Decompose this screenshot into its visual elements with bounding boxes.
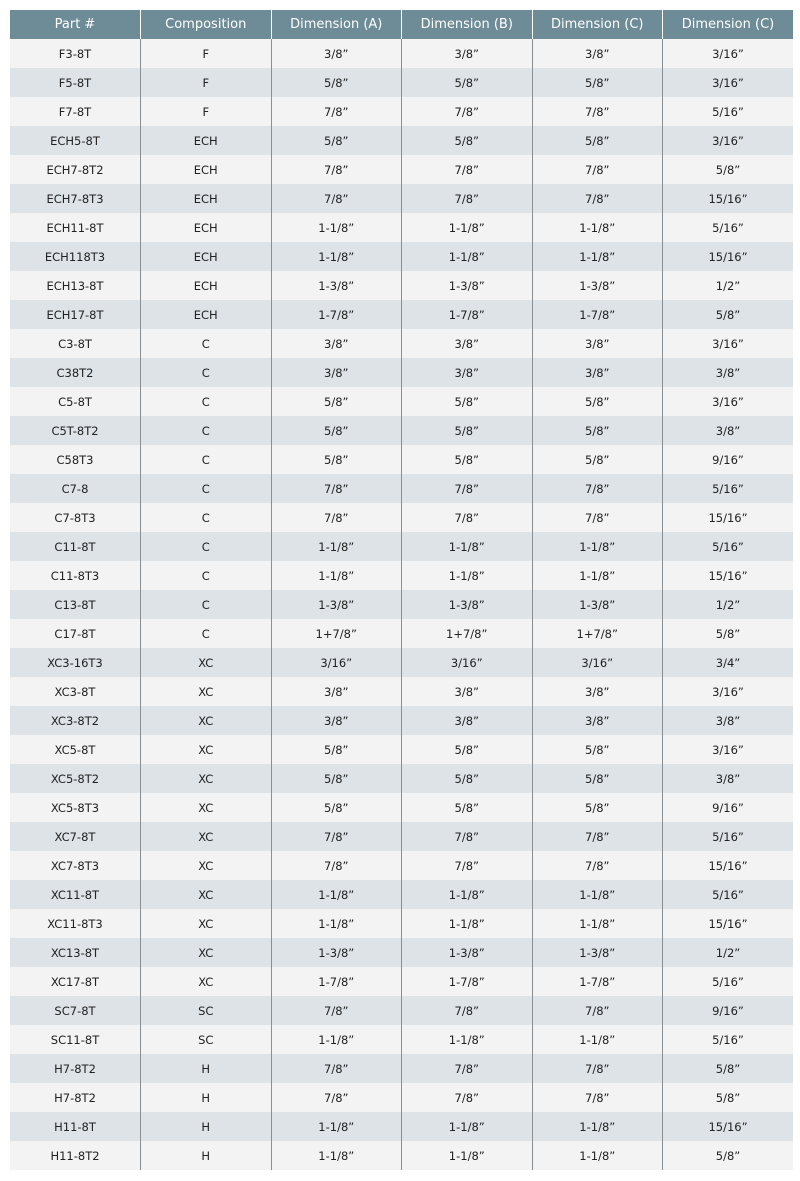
cell-dimension-c-second: 5/16” bbox=[663, 1025, 794, 1054]
table-row bbox=[10, 909, 793, 938]
cell-composition: XC bbox=[141, 735, 272, 764]
cell-dimension-b: 7/8” bbox=[402, 996, 533, 1025]
cell-dimension-b: 7/8” bbox=[402, 97, 533, 126]
cell-dimension-c-second: 1/2” bbox=[663, 590, 794, 619]
cell-dimension-c-second: 3/4” bbox=[663, 648, 794, 677]
cell-dimension-b: 7/8” bbox=[402, 184, 533, 213]
cell-dimension-c-second: 3/8” bbox=[663, 706, 794, 735]
cell-dimension-b: 1-1/8” bbox=[402, 532, 533, 561]
cell-dimension-c: 5/8” bbox=[532, 764, 663, 793]
cell-dimension-c: 5/8” bbox=[532, 68, 663, 97]
cell-part-number: XC5-8T bbox=[10, 735, 141, 764]
cell-dimension-c: 5/8” bbox=[532, 416, 663, 445]
cell-dimension-c: 5/8” bbox=[532, 387, 663, 416]
cell-dimension-c-second: 5/8” bbox=[663, 1054, 794, 1083]
cell-dimension-c: 1-1/8” bbox=[532, 213, 663, 242]
cell-dimension-c: 1-1/8” bbox=[532, 1141, 663, 1170]
cell-composition: XC bbox=[141, 967, 272, 996]
cell-dimension-b: 1-3/8” bbox=[402, 938, 533, 967]
cell-composition: C bbox=[141, 416, 272, 445]
cell-dimension-c-second: 3/16” bbox=[663, 39, 794, 68]
cell-composition: ECH bbox=[141, 300, 272, 329]
cell-part-number: H7-8T2 bbox=[10, 1054, 141, 1083]
cell-part-number: C11-8T bbox=[10, 532, 141, 561]
cell-dimension-b: 1+7/8” bbox=[402, 619, 533, 648]
cell-part-number: XC7-8T bbox=[10, 822, 141, 851]
cell-dimension-c: 7/8” bbox=[532, 97, 663, 126]
cell-dimension-b: 7/8” bbox=[402, 1054, 533, 1083]
cell-dimension-b: 5/8” bbox=[402, 387, 533, 416]
cell-dimension-b: 1-1/8” bbox=[402, 213, 533, 242]
cell-dimension-b: 5/8” bbox=[402, 445, 533, 474]
table-row bbox=[10, 1141, 793, 1170]
cell-dimension-c: 1-3/8” bbox=[532, 938, 663, 967]
cell-dimension-a: 7/8” bbox=[271, 822, 402, 851]
cell-dimension-b: 3/16” bbox=[402, 648, 533, 677]
cell-dimension-c: 5/8” bbox=[532, 793, 663, 822]
cell-dimension-a: 7/8” bbox=[271, 155, 402, 184]
table-row bbox=[10, 1025, 793, 1054]
header-dimension-c: Dimension (C) bbox=[532, 10, 663, 39]
cell-dimension-c-second: 3/16” bbox=[663, 68, 794, 97]
cell-dimension-b: 1-3/8” bbox=[402, 271, 533, 300]
parts-table-container bbox=[10, 10, 793, 1170]
cell-composition: ECH bbox=[141, 271, 272, 300]
cell-dimension-c: 3/8” bbox=[532, 39, 663, 68]
cell-dimension-a: 3/8” bbox=[271, 358, 402, 387]
cell-dimension-a: 1-3/8” bbox=[271, 938, 402, 967]
cell-part-number: C11-8T3 bbox=[10, 561, 141, 590]
table-row bbox=[10, 793, 793, 822]
cell-dimension-a: 1-1/8” bbox=[271, 242, 402, 271]
cell-dimension-a: 1-1/8” bbox=[271, 561, 402, 590]
cell-dimension-b: 3/8” bbox=[402, 39, 533, 68]
cell-dimension-c: 1-1/8” bbox=[532, 1025, 663, 1054]
cell-part-number: XC3-16T3 bbox=[10, 648, 141, 677]
cell-part-number: C5-8T bbox=[10, 387, 141, 416]
cell-dimension-b: 5/8” bbox=[402, 793, 533, 822]
table-row bbox=[10, 445, 793, 474]
cell-dimension-b: 1-1/8” bbox=[402, 242, 533, 271]
cell-dimension-a: 1-1/8” bbox=[271, 213, 402, 242]
table-row bbox=[10, 271, 793, 300]
cell-dimension-a: 1-1/8” bbox=[271, 1025, 402, 1054]
table-row bbox=[10, 242, 793, 271]
cell-part-number: ECH7-8T3 bbox=[10, 184, 141, 213]
cell-dimension-a: 3/8” bbox=[271, 706, 402, 735]
cell-dimension-c-second: 15/16” bbox=[663, 561, 794, 590]
table-row bbox=[10, 619, 793, 648]
cell-part-number: C58T3 bbox=[10, 445, 141, 474]
cell-dimension-b: 7/8” bbox=[402, 155, 533, 184]
cell-dimension-b: 1-7/8” bbox=[402, 300, 533, 329]
cell-dimension-b: 1-1/8” bbox=[402, 1141, 533, 1170]
cell-dimension-b: 7/8” bbox=[402, 851, 533, 880]
table-row bbox=[10, 822, 793, 851]
cell-part-number: XC5-8T3 bbox=[10, 793, 141, 822]
cell-dimension-c: 1-7/8” bbox=[532, 300, 663, 329]
cell-composition: F bbox=[141, 97, 272, 126]
cell-dimension-b: 7/8” bbox=[402, 503, 533, 532]
cell-dimension-b: 5/8” bbox=[402, 68, 533, 97]
cell-dimension-a: 1-1/8” bbox=[271, 532, 402, 561]
cell-composition: H bbox=[141, 1083, 272, 1112]
cell-dimension-c-second: 5/16” bbox=[663, 880, 794, 909]
cell-composition: C bbox=[141, 561, 272, 590]
cell-dimension-c: 1-3/8” bbox=[532, 590, 663, 619]
cell-part-number: C13-8T bbox=[10, 590, 141, 619]
cell-dimension-c: 7/8” bbox=[532, 822, 663, 851]
cell-dimension-b: 3/8” bbox=[402, 329, 533, 358]
cell-part-number: XC3-8T bbox=[10, 677, 141, 706]
table-row bbox=[10, 155, 793, 184]
cell-dimension-a: 3/16” bbox=[271, 648, 402, 677]
table-row bbox=[10, 561, 793, 590]
cell-dimension-c: 7/8” bbox=[532, 1054, 663, 1083]
cell-composition: XC bbox=[141, 793, 272, 822]
cell-dimension-c-second: 15/16” bbox=[663, 503, 794, 532]
cell-composition: H bbox=[141, 1054, 272, 1083]
table-row bbox=[10, 735, 793, 764]
cell-composition: ECH bbox=[141, 126, 272, 155]
cell-dimension-c-second: 5/16” bbox=[663, 474, 794, 503]
cell-composition: XC bbox=[141, 909, 272, 938]
cell-dimension-c-second: 15/16” bbox=[663, 184, 794, 213]
cell-composition: ECH bbox=[141, 213, 272, 242]
cell-composition: ECH bbox=[141, 184, 272, 213]
cell-dimension-b: 5/8” bbox=[402, 764, 533, 793]
table-body bbox=[10, 39, 793, 1170]
cell-composition: C bbox=[141, 532, 272, 561]
cell-part-number: XC7-8T3 bbox=[10, 851, 141, 880]
cell-part-number: C7-8T3 bbox=[10, 503, 141, 532]
cell-composition: C bbox=[141, 503, 272, 532]
cell-dimension-c-second: 5/8” bbox=[663, 1141, 794, 1170]
cell-part-number: H11-8T2 bbox=[10, 1141, 141, 1170]
cell-dimension-a: 7/8” bbox=[271, 97, 402, 126]
table-row bbox=[10, 68, 793, 97]
cell-dimension-b: 1-7/8” bbox=[402, 967, 533, 996]
table-row bbox=[10, 1112, 793, 1141]
cell-composition: C bbox=[141, 590, 272, 619]
table-row bbox=[10, 329, 793, 358]
cell-part-number: C3-8T bbox=[10, 329, 141, 358]
header-composition: Composition bbox=[141, 10, 272, 39]
cell-part-number: H7-8T2 bbox=[10, 1083, 141, 1112]
cell-part-number: ECH7-8T2 bbox=[10, 155, 141, 184]
cell-dimension-a: 5/8” bbox=[271, 793, 402, 822]
cell-dimension-c-second: 3/16” bbox=[663, 387, 794, 416]
cell-composition: XC bbox=[141, 822, 272, 851]
cell-composition: SC bbox=[141, 1025, 272, 1054]
cell-part-number: XC17-8T bbox=[10, 967, 141, 996]
cell-dimension-b: 3/8” bbox=[402, 358, 533, 387]
header-dimension-a: Dimension (A) bbox=[271, 10, 402, 39]
cell-part-number: C7-8 bbox=[10, 474, 141, 503]
cell-dimension-c-second: 15/16” bbox=[663, 1112, 794, 1141]
cell-dimension-a: 7/8” bbox=[271, 851, 402, 880]
cell-dimension-c-second: 5/8” bbox=[663, 619, 794, 648]
cell-dimension-a: 7/8” bbox=[271, 1054, 402, 1083]
cell-dimension-b: 1-3/8” bbox=[402, 590, 533, 619]
cell-dimension-c: 1-1/8” bbox=[532, 242, 663, 271]
cell-composition: H bbox=[141, 1141, 272, 1170]
cell-dimension-c-second: 15/16” bbox=[663, 242, 794, 271]
cell-dimension-a: 7/8” bbox=[271, 996, 402, 1025]
cell-part-number: XC13-8T bbox=[10, 938, 141, 967]
table-row bbox=[10, 1054, 793, 1083]
cell-dimension-c: 7/8” bbox=[532, 155, 663, 184]
cell-dimension-a: 7/8” bbox=[271, 1083, 402, 1112]
cell-dimension-c: 3/8” bbox=[532, 706, 663, 735]
cell-dimension-a: 3/8” bbox=[271, 677, 402, 706]
cell-dimension-c-second: 3/16” bbox=[663, 126, 794, 155]
cell-dimension-c: 3/16” bbox=[532, 648, 663, 677]
cell-composition: C bbox=[141, 619, 272, 648]
table-row bbox=[10, 1083, 793, 1112]
cell-dimension-c-second: 3/16” bbox=[663, 677, 794, 706]
table-row bbox=[10, 938, 793, 967]
cell-dimension-a: 5/8” bbox=[271, 445, 402, 474]
cell-composition: C bbox=[141, 445, 272, 474]
cell-dimension-c-second: 15/16” bbox=[663, 851, 794, 880]
cell-dimension-c-second: 5/8” bbox=[663, 300, 794, 329]
cell-dimension-c: 7/8” bbox=[532, 996, 663, 1025]
cell-dimension-b: 1-1/8” bbox=[402, 880, 533, 909]
cell-dimension-a: 7/8” bbox=[271, 474, 402, 503]
cell-part-number: ECH118T3 bbox=[10, 242, 141, 271]
table-row bbox=[10, 503, 793, 532]
cell-dimension-a: 1-3/8” bbox=[271, 271, 402, 300]
cell-part-number: XC11-8T bbox=[10, 880, 141, 909]
cell-dimension-a: 1-3/8” bbox=[271, 590, 402, 619]
cell-dimension-c: 1-3/8” bbox=[532, 271, 663, 300]
cell-part-number: H11-8T bbox=[10, 1112, 141, 1141]
table-row bbox=[10, 880, 793, 909]
cell-dimension-c: 1-1/8” bbox=[532, 1112, 663, 1141]
parts-dimension-table bbox=[10, 10, 793, 1170]
table-row bbox=[10, 706, 793, 735]
cell-dimension-b: 1-1/8” bbox=[402, 1112, 533, 1141]
cell-part-number: C38T2 bbox=[10, 358, 141, 387]
cell-composition: XC bbox=[141, 648, 272, 677]
cell-dimension-a: 3/8” bbox=[271, 39, 402, 68]
cell-composition: XC bbox=[141, 706, 272, 735]
cell-part-number: C5T-8T2 bbox=[10, 416, 141, 445]
cell-dimension-b: 7/8” bbox=[402, 822, 533, 851]
cell-dimension-c: 1+7/8” bbox=[532, 619, 663, 648]
table-row bbox=[10, 677, 793, 706]
table-row bbox=[10, 39, 793, 68]
cell-part-number: F7-8T bbox=[10, 97, 141, 126]
cell-dimension-b: 1-1/8” bbox=[402, 561, 533, 590]
cell-dimension-c: 1-1/8” bbox=[532, 532, 663, 561]
cell-composition: C bbox=[141, 329, 272, 358]
cell-dimension-a: 5/8” bbox=[271, 416, 402, 445]
cell-dimension-a: 5/8” bbox=[271, 387, 402, 416]
table-row bbox=[10, 300, 793, 329]
cell-dimension-b: 1-1/8” bbox=[402, 909, 533, 938]
table-header-row bbox=[10, 10, 793, 39]
cell-dimension-c-second: 5/16” bbox=[663, 97, 794, 126]
cell-part-number: ECH17-8T bbox=[10, 300, 141, 329]
table-row bbox=[10, 126, 793, 155]
cell-dimension-a: 7/8” bbox=[271, 503, 402, 532]
cell-dimension-c: 1-1/8” bbox=[532, 561, 663, 590]
cell-dimension-c-second: 3/8” bbox=[663, 416, 794, 445]
cell-part-number: ECH5-8T bbox=[10, 126, 141, 155]
table-row bbox=[10, 996, 793, 1025]
cell-dimension-a: 5/8” bbox=[271, 735, 402, 764]
cell-dimension-c-second: 3/16” bbox=[663, 329, 794, 358]
cell-dimension-c-second: 9/16” bbox=[663, 793, 794, 822]
cell-composition: XC bbox=[141, 677, 272, 706]
cell-dimension-c: 5/8” bbox=[532, 735, 663, 764]
cell-dimension-c: 3/8” bbox=[532, 358, 663, 387]
table-row bbox=[10, 851, 793, 880]
cell-dimension-a: 1-7/8” bbox=[271, 300, 402, 329]
cell-dimension-a: 1-1/8” bbox=[271, 1112, 402, 1141]
cell-composition: F bbox=[141, 39, 272, 68]
cell-part-number: SC7-8T bbox=[10, 996, 141, 1025]
cell-part-number: XC5-8T2 bbox=[10, 764, 141, 793]
cell-dimension-c: 1-7/8” bbox=[532, 967, 663, 996]
table-row bbox=[10, 590, 793, 619]
cell-dimension-c: 3/8” bbox=[532, 329, 663, 358]
cell-dimension-b: 1-1/8” bbox=[402, 1025, 533, 1054]
cell-composition: SC bbox=[141, 996, 272, 1025]
cell-dimension-a: 1-1/8” bbox=[271, 1141, 402, 1170]
table-row bbox=[10, 967, 793, 996]
table-row bbox=[10, 387, 793, 416]
cell-dimension-c: 7/8” bbox=[532, 851, 663, 880]
header-dimension-b: Dimension (B) bbox=[402, 10, 533, 39]
cell-dimension-a: 5/8” bbox=[271, 126, 402, 155]
cell-dimension-c-second: 1/2” bbox=[663, 938, 794, 967]
cell-dimension-c: 7/8” bbox=[532, 184, 663, 213]
cell-dimension-c-second: 5/16” bbox=[663, 532, 794, 561]
cell-dimension-a: 1-1/8” bbox=[271, 909, 402, 938]
cell-dimension-c: 7/8” bbox=[532, 503, 663, 532]
cell-dimension-c-second: 3/16” bbox=[663, 735, 794, 764]
cell-dimension-c: 7/8” bbox=[532, 474, 663, 503]
cell-dimension-a: 5/8” bbox=[271, 764, 402, 793]
table-row bbox=[10, 358, 793, 387]
cell-part-number: ECH13-8T bbox=[10, 271, 141, 300]
cell-part-number: F3-8T bbox=[10, 39, 141, 68]
cell-dimension-a: 1-7/8” bbox=[271, 967, 402, 996]
cell-dimension-b: 5/8” bbox=[402, 126, 533, 155]
cell-dimension-a: 7/8” bbox=[271, 184, 402, 213]
cell-dimension-c: 1-1/8” bbox=[532, 880, 663, 909]
table-row bbox=[10, 416, 793, 445]
cell-dimension-a: 5/8” bbox=[271, 68, 402, 97]
cell-composition: C bbox=[141, 387, 272, 416]
table-row bbox=[10, 213, 793, 242]
cell-dimension-c: 5/8” bbox=[532, 445, 663, 474]
cell-composition: ECH bbox=[141, 155, 272, 184]
cell-composition: C bbox=[141, 474, 272, 503]
cell-dimension-c-second: 3/8” bbox=[663, 764, 794, 793]
cell-composition: XC bbox=[141, 851, 272, 880]
cell-composition: H bbox=[141, 1112, 272, 1141]
cell-composition: F bbox=[141, 68, 272, 97]
cell-dimension-a: 1-1/8” bbox=[271, 880, 402, 909]
table-row bbox=[10, 764, 793, 793]
table-row bbox=[10, 532, 793, 561]
cell-composition: C bbox=[141, 358, 272, 387]
cell-dimension-c-second: 5/8” bbox=[663, 155, 794, 184]
cell-dimension-c-second: 5/16” bbox=[663, 822, 794, 851]
cell-dimension-b: 5/8” bbox=[402, 416, 533, 445]
cell-dimension-a: 1+7/8” bbox=[271, 619, 402, 648]
cell-part-number: F5-8T bbox=[10, 68, 141, 97]
cell-composition: XC bbox=[141, 938, 272, 967]
cell-dimension-b: 3/8” bbox=[402, 677, 533, 706]
cell-dimension-a: 3/8” bbox=[271, 329, 402, 358]
cell-dimension-b: 7/8” bbox=[402, 474, 533, 503]
header-part-number: Part # bbox=[10, 10, 141, 39]
cell-part-number: C17-8T bbox=[10, 619, 141, 648]
table-row bbox=[10, 648, 793, 677]
cell-dimension-c-second: 1/2” bbox=[663, 271, 794, 300]
cell-dimension-b: 7/8” bbox=[402, 1083, 533, 1112]
cell-part-number: SC11-8T bbox=[10, 1025, 141, 1054]
cell-part-number: XC11-8T3 bbox=[10, 909, 141, 938]
cell-dimension-c-second: 5/16” bbox=[663, 967, 794, 996]
cell-dimension-c-second: 5/16” bbox=[663, 213, 794, 242]
cell-part-number: ECH11-8T bbox=[10, 213, 141, 242]
cell-dimension-c: 7/8” bbox=[532, 1083, 663, 1112]
cell-composition: ECH bbox=[141, 242, 272, 271]
cell-dimension-c-second: 9/16” bbox=[663, 996, 794, 1025]
cell-dimension-c-second: 15/16” bbox=[663, 909, 794, 938]
cell-dimension-c: 1-1/8” bbox=[532, 909, 663, 938]
cell-dimension-c-second: 9/16” bbox=[663, 445, 794, 474]
cell-composition: XC bbox=[141, 880, 272, 909]
cell-part-number: XC3-8T2 bbox=[10, 706, 141, 735]
cell-dimension-b: 5/8” bbox=[402, 735, 533, 764]
cell-dimension-b: 3/8” bbox=[402, 706, 533, 735]
cell-dimension-c-second: 5/8” bbox=[663, 1083, 794, 1112]
cell-composition: XC bbox=[141, 764, 272, 793]
table-row bbox=[10, 474, 793, 503]
cell-dimension-c-second: 3/8” bbox=[663, 358, 794, 387]
cell-dimension-c: 5/8” bbox=[532, 126, 663, 155]
cell-dimension-c: 3/8” bbox=[532, 677, 663, 706]
table-row bbox=[10, 97, 793, 126]
header-dimension-c-second: Dimension (C) bbox=[663, 10, 794, 39]
table-row bbox=[10, 184, 793, 213]
